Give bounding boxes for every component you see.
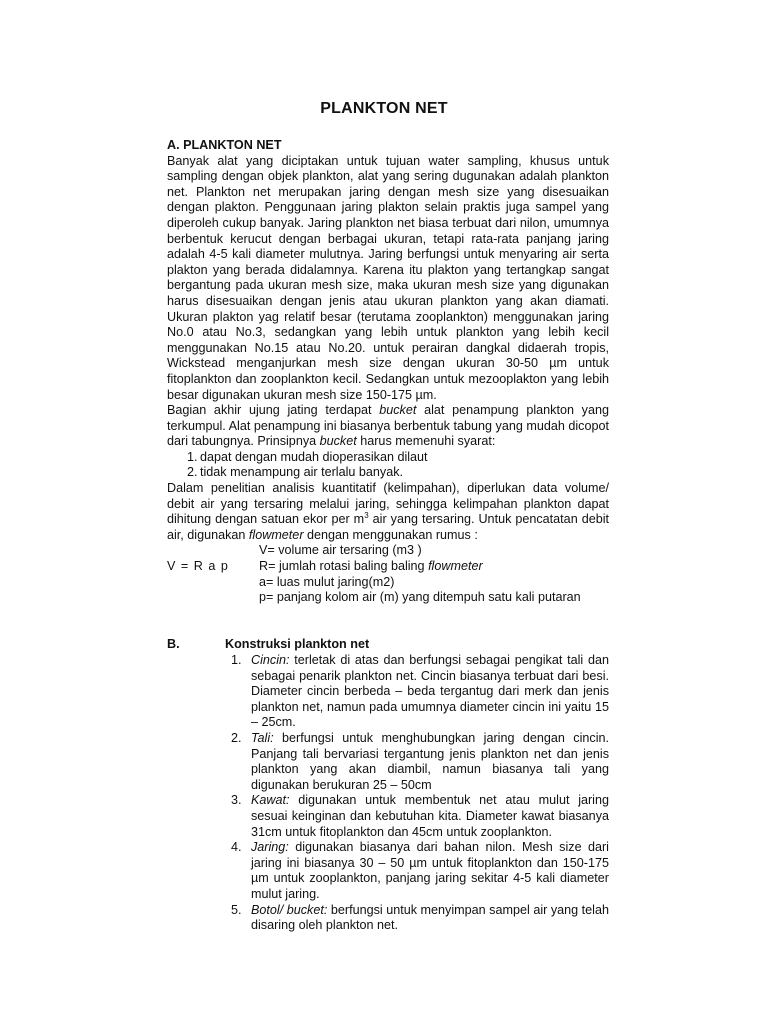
list-number: 5. [231,902,242,917]
formula-v-definition: V= volume air tersaring (m3 ) [259,543,422,558]
paragraph-text: air yang tersaring. Untuk pencatatan debit air, digunakan [167,512,610,542]
list-text: tidak menampung air terlalu banyak. [200,465,404,480]
item-term: Tali: [251,731,274,745]
item-term: Cincin: [251,653,290,668]
item-term: Kawat: [251,793,290,808]
item-term: Botol/ bucket: [251,902,328,917]
page-title: PLANKTON NET [320,100,448,117]
bucket-term: bucket [379,403,417,418]
item-text: digunakan untuk membentuk net atau mulut jaring sesuai keinginan dan kebutuhan kita. Diameter kawat biasanya 31cm untuk fitoplankton dan 45cm untuk zooplankton. [251,793,609,839]
formula-definitions [259,543,593,605]
section-a-paragraph-2 [167,403,609,450]
section-a-paragraph-3 [167,481,609,543]
superscript: 3 [364,511,369,521]
paragraph-text: Dalam penelitian analisis kuantitatif (kelimpahan), diperlukan data volume/ debit air yang tersaring melalui jaring, sehingga kelimpahan plankton dapat dihitung dengan satuan ekor per m [167,481,609,527]
paragraph-text: Bagian akhir ujung jating terdapat [167,403,380,418]
list-number: 1. [187,449,198,464]
section-b-heading: Konstruksi plankton net [225,637,370,652]
formula-a-definition: a= luas mulut jaring(m2) [259,574,395,589]
list-item [225,840,609,902]
list-item [167,465,609,481]
paragraph-text: alat penampung plankton yang terkumpul. Alat penampung ini biasanya berbentuk tabung yang mudah dicopot dari tabungnya. Prinsipnya [167,403,609,449]
list-number: 4. [231,840,242,855]
conditions-list [167,450,609,481]
list-number: 1. [231,653,242,668]
definition-text: R= jumlah rotasi baling baling [259,559,429,574]
document-body [167,138,609,934]
item-text: terletak di atas dan berfungsi sebagai pengikat tali dan sebagai penarik plankton net. Cincin biasanya terbuat dari besi. Diameter cincin berbeda – beda tergantug dari merk dan jenis plankton net, namun pada umumnya diameter cincin ini yaitu 15 – 25cm. [251,653,609,730]
list-text: dapat dengan mudah dioperasikan dilaut [200,449,428,464]
section-a-paragraph-1: Banyak alat yang diciptakan untuk tujuan water sampling, khusus untuk sampling dengan objek plankton, alat yang sering dugunakan adalah plankton net. Plankton net merupakan jaring dengan mesh size yang disesuaikan dengan plakton. Penggunaan jaring plakton selain praktis juga sampel yang diperoleh cukup banyak. Jaring plankton net biasa terbuat dari nilon, umumnya berbentuk kerucut dengan berbagai ukuran, tetapi rata-rata panjang jaring adalah 4-5 kali diameter mulutnya. Jaring berfungsi untuk menyaring air serta plakton yang berada didalamnya. Karena itu plakton yang tertangkap sangat bergantung pada ukuran mesh size, maka ukuran mesh size yang digunakan harus disesuaikan dengan jenis atau ukuran plankton yang akan diamati. Ukuran plakton yag relatif besar (terutama zooplankton) menggunakan jaring No.0 atau No.3, sedangkan yang lebih untuk plankton yang lebih kecil menggunakan No.15 atau No.20. untuk perairan dangkal didaerah tropis, Wickstead menganjurkan mesh size dengan ukuran 30-50 µm untuk fitoplankton dan zooplankton kecil. Sedangkan untuk mezooplakton yang lebih besar digunakan ukuran mesh size 150-175 µm. [167,153,609,402]
list-item [225,731,609,793]
list-number: 2. [231,731,242,745]
list-number: 2. [187,465,198,480]
formula-equation: V = R a p [167,559,228,574]
flowmeter-term: flowmeter [428,559,483,574]
paragraph-text: dengan menggunakan rumus : [303,527,478,542]
construction-list [167,653,609,934]
section-b [167,637,609,933]
formula-p-definition: p= panjang kolom air (m) yang ditempuh satu kali putaran [259,590,581,605]
item-text: berfungsi untuk menyimpan sampel air yang telah disaring oleh plankton net. [251,902,609,933]
section-b-letter: B. [167,637,180,652]
flow-formula [167,543,609,621]
paragraph-text: harus memenuhi syarat: [356,434,496,449]
flowmeter-term: flowmeter [248,527,304,542]
section-a-heading: A. PLANKTON NET [167,138,282,152]
bucket-term: bucket [319,434,357,449]
list-item [225,793,609,840]
formula-r-definition [259,559,593,575]
list-item [167,450,609,466]
list-item [225,653,609,731]
item-text: berfungsi untuk menghubungkan jaring dengan cincin. Panjang tali bervariasi tergantung jenis plankton net dan jenis plankton yang akan diambil, namun biasanya tali yang digunakan berukuran 25 – 50cm [251,731,609,792]
list-item [225,903,609,934]
item-text: digunakan biasanya dari bahan nilon. Mesh size dari jaring ini biasanya 30 – 50 µm untuk fitoplankton dan 150-175 µm untuk zooplankton, panjang jaring sekitar 4-5 kali diameter mulut jaring. [251,840,609,901]
list-number: 3. [231,793,242,808]
item-term: Jaring: [251,840,289,855]
